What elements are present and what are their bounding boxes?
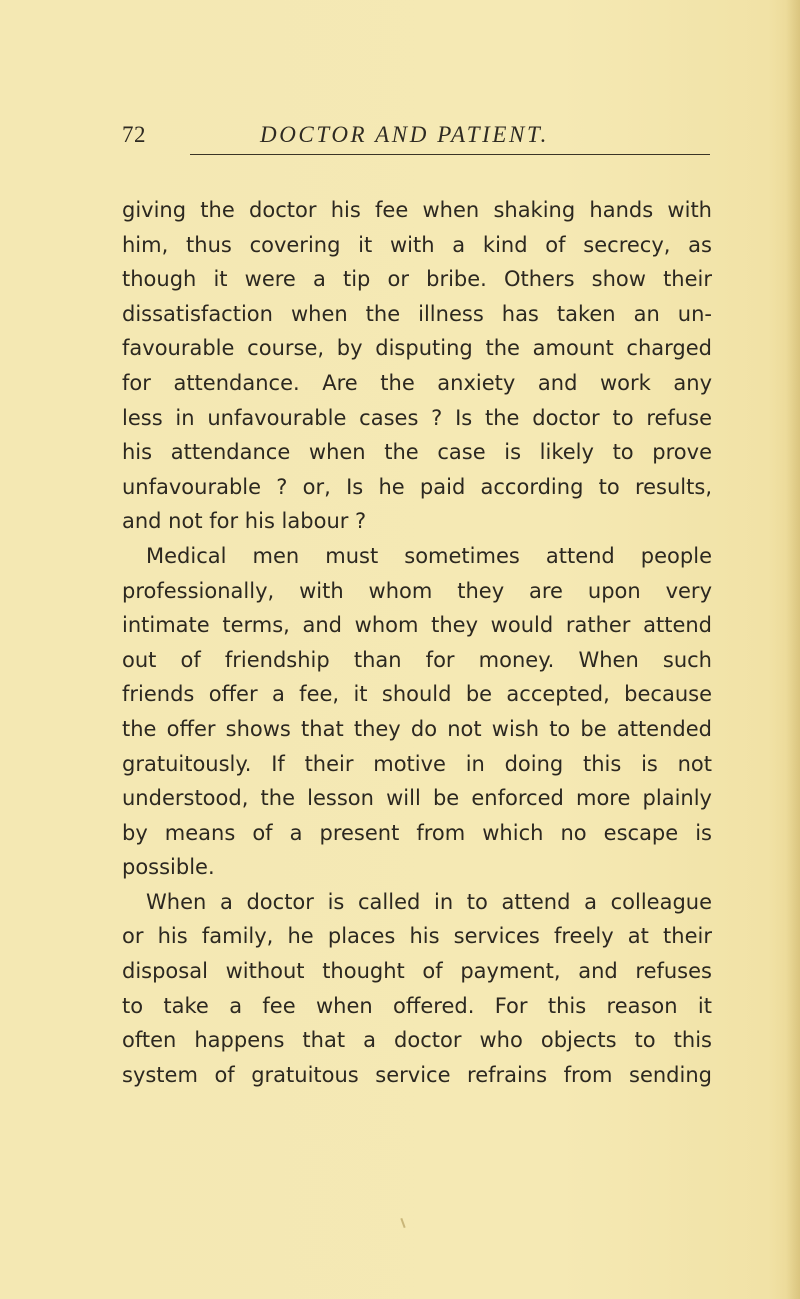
text-line: system of gratuitous service refrains from sending	[122, 1062, 712, 1087]
text-line: favourable course, by disputing the amount charged	[122, 336, 712, 361]
text-line: the offer shows that they do not wish to be attended	[122, 716, 712, 741]
text-line: understood, the lesson will be enforced more plainly	[122, 786, 712, 811]
text-line: intimate terms, and whom they would rather attend	[122, 613, 712, 638]
text-line: friends offer a fee, it should be accepted, because	[122, 682, 712, 707]
text-line: unfavourable ? or, Is he paid according to results,	[122, 474, 712, 499]
text-line: by means of a present from which no escape is	[122, 820, 712, 845]
text-line: professionally, with whom they are upon very	[122, 578, 712, 603]
page-edge-shadow	[786, 0, 800, 1299]
text-line: gratuitously. If their motive in doing this is not	[122, 751, 712, 776]
text-line: for attendance. Are the anxiety and work any	[122, 370, 712, 395]
text-line: though it were a tip or bribe. Others show their	[122, 267, 712, 292]
text-line: possible.	[122, 855, 215, 880]
text-line: him, thus covering it with a kind of secrecy, as	[122, 232, 712, 257]
ink-mark	[400, 1218, 405, 1228]
text-line: out of friendship than for money. When such	[122, 647, 712, 672]
body-text	[122, 193, 712, 1092]
text-line: giving the doctor his fee when shaking hands with	[122, 198, 712, 222]
text-line: and not for his labour ?	[122, 509, 367, 534]
text-line: less in unfavourable cases ? Is the doctor to refuse	[122, 405, 712, 430]
page-number: 72	[122, 122, 146, 147]
page-header	[122, 122, 712, 162]
text-line: to take a fee when offered. For this reason it	[122, 993, 712, 1018]
text-line: his attendance when the case is likely to prove	[122, 440, 712, 465]
text-line: When a doctor is called in to attend a colleague	[146, 889, 712, 914]
running-title: DOCTOR AND PATIENT.	[260, 122, 550, 147]
text-line: Medical men must sometimes attend people	[146, 543, 712, 568]
text-line: disposal without thought of payment, and refuses	[122, 959, 712, 984]
text-line: or his family, he places his services freely at their	[122, 924, 712, 949]
header-rule	[190, 154, 710, 155]
text-line: dissatisfaction when the illness has taken an un-	[122, 301, 712, 326]
text-line: often happens that a doctor who objects to this	[122, 1028, 712, 1053]
